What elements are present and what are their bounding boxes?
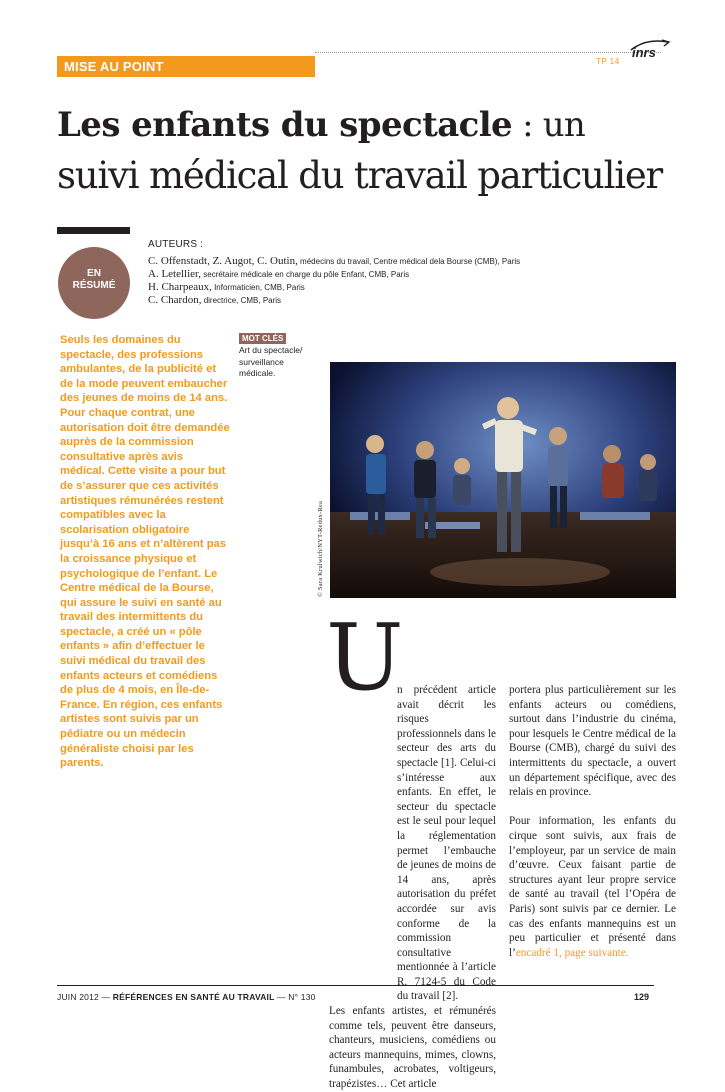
keywords-text: Art du spectacle/ surveillance médicale. [239, 345, 303, 378]
author-row: H. Charpeaux, Informaticien, CMB, Paris [148, 281, 305, 293]
article-paragraph: n précédent article avait décrit les risques professionnels dans le secteur des arts du spectacle [1]. Celui-ci s’intéresse aux enfants. En effet, le secteur du spectacle est le seul pour lequel la réglementation permet l’embauche de jeunes de moins de 14 ans, après autorisation du préfet accordée sur avis conforme de la commission consultative mentionnée à l’article R. 7124-5 du Code du travail [2]. [397, 684, 496, 1003]
logo-text: inrs [632, 45, 656, 59]
keywords-label: MOT CLÉS [239, 333, 286, 344]
footer-citation: JUIN 2012 — RÉFÉRENCES EN SANTÉ AU TRAVAIL — N° 130 [57, 992, 316, 1002]
author-row: A. Letellier, secrétaire médicale en charge du pôle Enfant, CMB, Paris [148, 268, 410, 280]
resume-line1: EN [87, 268, 101, 279]
photo-credit: © Sara Krulwich/NYT-Redux-Rea [317, 500, 324, 597]
article-paragraph: portera plus particulièrement sur les enfants acteurs ou comédiens, surtout dans l’industrie du cinéma, pour lesquels le Centre médical de la Bourse (CMB), chargé du suivi des intermittents du spectacle, a ouvert un département spécifique, avec des relais en province. [509, 684, 676, 799]
section-label: MISE AU POINT [64, 59, 164, 74]
divider-bar [57, 227, 130, 234]
title-bold: Les enfants du spectacle [57, 105, 513, 145]
header-dotted-rule [315, 52, 661, 53]
resume-badge [58, 247, 130, 319]
article-code: TP 14 [596, 57, 620, 66]
article-column-2 [509, 683, 676, 960]
article-column-1 [329, 683, 496, 1092]
author-row: C. Chardon, directrice, CMB, Paris [148, 294, 282, 306]
resume-line2: RÉSUMÉ [72, 280, 116, 291]
section-band [57, 56, 315, 77]
authors-label: AUTEURS : [148, 239, 204, 250]
footer-rule [57, 985, 654, 986]
drop-cap: U [326, 604, 404, 711]
article-paragraph: Pour information, les enfants du cirque sont suivis, aux frais de l’employeur, par un service de main d’œuvre. Ceux faisant partie de structures ayant leur propre service de santé au travail (tel l’Opéra de Paris) sont suivis par ce dernier. Le cas des enfants mannequins est un peu particulier et présenté dans l’encadré 1, page suivante. [509, 815, 676, 959]
summary-text: Seuls les domaines du spectacle, des professions ambulantes, de la publicité et de la mode peuvent embaucher des jeunes de moins de 14 ans. Pour chaque contrat, une autorisation doit être demandée auprès de la commission consultative après avis médical. Cette visite a pour but de s’assurer que ces activités artistiques rémunérées restent compatibles avec la scolarisation obligatoire jusqu’à 16 ans et n’altèrent pas la croissance physique et psychologique de l’enfant. Le Centre médical de la Bourse, qui assure le suivi en santé au travail des intermittents du spectacle, a créé un « pôle enfants » afin d’effectuer le suivi médical du travail des enfants acteurs et comédiens de plus de 4 mois, en Île-de-France. En région, ces enfants artistes sont suivis par un pédiatre ou un médecin généraliste choisi par les parents. [60, 334, 230, 770]
title-rest: : un [512, 105, 585, 145]
article-paragraph: Les enfants artistes, et rémunérés comme tels, peuvent être danseurs, chanteurs, musiciens, comédiens ou acteurs mannequins, mimes, clowns, funambules, acrobates, voltigeurs, trapézistes… Cet article [329, 1005, 496, 1091]
inrs-logo [628, 37, 678, 59]
page-number: 129 [634, 992, 650, 1002]
authors-block [148, 239, 568, 307]
stage-photo [330, 362, 676, 598]
box-reference-link[interactable]: encadré 1, page suivante. [515, 946, 629, 959]
title-line2: suivi médical du travail particulier [57, 154, 663, 197]
article-title [57, 103, 697, 198]
author-row: C. Offenstadt, Z. Augot, C. Outin, médecins du travail, Centre médical dela Bourse (CMB), Paris [148, 255, 521, 267]
